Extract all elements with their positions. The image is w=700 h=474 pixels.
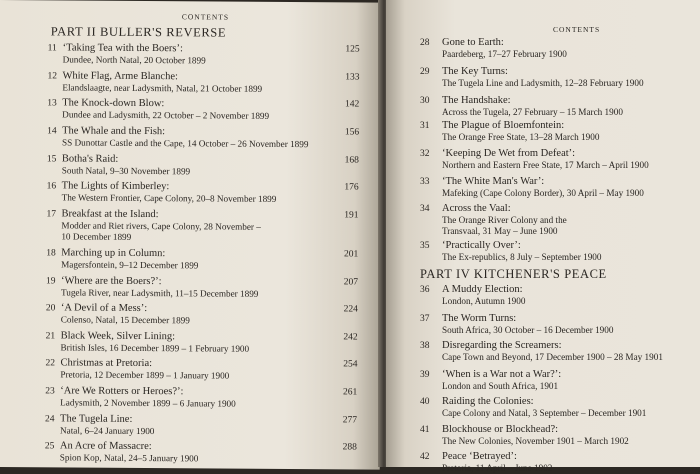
contents-entry (47, 180, 359, 205)
chapter-title: White Flag, Arme Blanche: (62, 70, 359, 84)
chapter-subtitle: South Africa, 30 October – 16 December 1900 (442, 325, 700, 337)
chapter-title: ‘Taking Tea with the Boers’: (63, 42, 360, 56)
chapter-subtitle: Pretoria, 11 April – June 1902 (442, 463, 700, 474)
contents-entry (420, 369, 700, 392)
chapter-subtitle: British Isles, 16 December 1899 – 1 February 1900 (61, 342, 358, 356)
chapter-subtitle: Cape Colony and Natal, 3 September – December 1901 (442, 408, 700, 420)
chapter-subtitle: Across the Tugela, 27 February – 15 March 1900 (442, 107, 700, 119)
chapter-number: 34 (420, 204, 430, 216)
chapter-subtitle: South Natal, 9–30 November 1899 (62, 165, 359, 179)
contents-entry (46, 275, 358, 300)
contents-entry (420, 37, 700, 60)
chapter-number: 11 (48, 43, 57, 55)
chapter-title: ‘Practically Over’: (442, 240, 700, 252)
page-number: 176 (344, 182, 358, 194)
chapter-subtitle: The New Colonies, November 1901 – March 1902 (442, 436, 700, 448)
chapter-number: 13 (47, 98, 57, 110)
page-number: 224 (344, 304, 358, 316)
chapter-subtitle: Pretoria, 12 December 1899 – 1 January 1900 (60, 369, 357, 383)
chapter-number: 15 (47, 154, 57, 166)
chapter-subtitle: Dundee, North Natal, 20 October 1899 (63, 54, 360, 68)
chapter-title: The Tugela Line: (60, 413, 357, 427)
contents-entry (420, 176, 700, 199)
chapter-title: The Whale and the Fish: (62, 125, 359, 139)
contents-entry (47, 125, 359, 150)
left-running-head: CONTENTS (182, 12, 229, 21)
contents-entry (420, 95, 700, 118)
contents-entry (45, 385, 357, 410)
contents-entry (420, 424, 700, 447)
chapter-number: 24 (45, 414, 55, 426)
left-contents-list (0, 0, 383, 3)
contents-entry (420, 148, 700, 171)
chapter-subtitle: Paardeberg, 17–27 February 1900 (442, 49, 700, 61)
chapter-title: Botha's Raid: (62, 153, 359, 167)
chapter-number: 19 (46, 276, 56, 288)
chapter-number: 30 (420, 96, 430, 108)
chapter-number: 37 (420, 314, 430, 326)
page-number: 207 (344, 277, 358, 289)
chapter-number: 41 (420, 425, 430, 437)
contents-entry (47, 70, 359, 95)
chapter-title: ‘Keeping De Wet from Defeat’: (442, 148, 700, 160)
chapter-number: 31 (420, 121, 430, 133)
contents-entry (420, 66, 700, 89)
contents-entry (46, 302, 358, 327)
page-number: 288 (343, 442, 357, 454)
page-number: 254 (343, 359, 357, 371)
chapter-number: 40 (420, 397, 430, 409)
contents-entry (420, 284, 700, 307)
page-number: 156 (345, 127, 359, 139)
chapter-title: A Muddy Election: (442, 284, 700, 296)
chapter-number: 18 (46, 248, 56, 260)
chapter-title: The Worm Turns: (442, 313, 700, 325)
contents-entry (420, 451, 700, 474)
chapter-title: Raiding the Colonies: (442, 396, 700, 408)
contents-entry (47, 153, 359, 178)
chapter-number: 36 (420, 285, 430, 297)
chapter-subtitle: SS Dunottar Castle and the Cape, 14 October – 26 November 1899 (62, 137, 359, 151)
chapter-subtitle-cont: 10 December 1899 (61, 231, 358, 245)
chapter-subtitle: Mafeking (Cape Colony Border), 30 April – May 1900 (442, 188, 700, 200)
contents-entry (420, 340, 700, 363)
chapter-subtitle-cont: Transvaal, 31 May – June 1900 (442, 226, 700, 238)
chapter-title: The Key Turns: (442, 66, 700, 78)
page-number: 277 (343, 415, 357, 427)
chapter-subtitle: Spion Kop, Natal, 24–5 January 1900 (60, 452, 357, 466)
chapter-subtitle: Magersfontein, 9–12 December 1899 (61, 259, 358, 273)
contents-entry (45, 440, 357, 465)
chapter-subtitle: The Ex-republics, 8 July – September 1900 (442, 252, 700, 264)
chapter-number: 25 (45, 441, 55, 453)
chapter-title: ‘Where are the Boers?’: (61, 275, 358, 289)
chapter-title: Peace ‘Betrayed’: (442, 451, 700, 463)
chapter-number: 21 (46, 331, 56, 343)
contents-entry (46, 330, 358, 355)
page-number: 191 (344, 210, 358, 222)
chapter-number: 12 (47, 71, 57, 83)
chapter-title: ‘A Devil of a Mess’: (61, 302, 358, 316)
chapter-subtitle: Natal, 6–24 January 1900 (60, 425, 357, 439)
chapter-title: The Handshake: (442, 95, 700, 107)
chapter-subtitle: London and South Africa, 1901 (442, 381, 700, 393)
chapter-title: Disregarding the Screamers: (442, 340, 700, 352)
chapter-subtitle: Northern and Eastern Free State, 17 March – April 1900 (442, 160, 700, 172)
chapter-subtitle: Modder and Riet rivers, Cape Colony, 28 November – (61, 220, 358, 234)
chapter-number: 16 (47, 181, 57, 193)
chapter-title: The Knock-down Blow: (62, 97, 359, 111)
chapter-title: ‘When is a War not a War?’: (442, 369, 700, 381)
contents-entry (420, 396, 700, 419)
chapter-title: The Lights of Kimberley: (62, 180, 359, 194)
chapter-title: Marching up in Column: (61, 247, 358, 261)
chapter-title: ‘Are We Rotters or Heroes?’: (60, 385, 357, 399)
chapter-title: The Plague of Bloemfontein: (442, 120, 700, 132)
chapter-subtitle: The Western Frontier, Cape Colony, 20–8 November 1899 (62, 192, 359, 206)
contents-entry (420, 120, 700, 143)
chapter-number: 42 (420, 452, 430, 464)
chapter-title: Christmas at Pretoria: (60, 357, 357, 371)
page-number: 201 (344, 249, 358, 261)
chapter-number: 32 (420, 149, 430, 161)
contents-entry (45, 413, 357, 438)
chapter-subtitle: London, Autumn 1900 (442, 296, 700, 308)
contents-entry (46, 247, 358, 272)
contents-entry (420, 203, 700, 238)
page-number: 133 (345, 72, 359, 84)
page-number: 125 (345, 44, 359, 56)
chapter-subtitle: Dundee and Ladysmith, 22 October – 2 November 1899 (62, 109, 359, 123)
part-ii-heading: PART II BULLER'S REVERSE (51, 24, 226, 40)
right-page (386, 0, 700, 467)
contents-entry (45, 357, 357, 382)
chapter-number: 23 (45, 386, 55, 398)
chapter-title: ‘The White Man's War’: (442, 176, 700, 188)
chapter-number: 29 (420, 67, 430, 79)
chapter-subtitle: The Tugela Line and Ladysmith, 12–28 February 1900 (442, 78, 700, 90)
chapter-number: 38 (420, 341, 430, 353)
chapter-number: 35 (420, 241, 430, 253)
chapter-title: Across the Vaal: (442, 203, 700, 215)
chapter-title: Blockhouse or Blockhead?: (442, 424, 700, 436)
contents-entry (46, 208, 358, 245)
right-running-head: CONTENTS (553, 25, 600, 34)
part-iv-heading: PART IV KITCHENER'S PEACE (420, 267, 607, 282)
chapter-subtitle: The Orange Free State, 13–28 March 1900 (442, 132, 700, 144)
chapter-subtitle: Tugela River, near Ladysmith, 11–15 December 1899 (61, 287, 358, 301)
page-number: 242 (343, 332, 357, 344)
page-number: 142 (345, 99, 359, 111)
page-number: 168 (345, 155, 359, 167)
chapter-title: Black Week, Silver Lining: (61, 330, 358, 344)
chapter-subtitle: Colenso, Natal, 15 December 1899 (61, 314, 358, 328)
chapter-number: 17 (46, 209, 56, 221)
chapter-subtitle: Ladysmith, 2 November 1899 – 6 January 1900 (60, 397, 357, 411)
chapter-title: Gone to Earth: (442, 37, 700, 49)
chapter-title: Breakfast at the Island: (61, 208, 358, 222)
chapter-subtitle: Cape Town and Beyond, 17 December 1900 – 28 May 1901 (442, 352, 700, 364)
chapter-number: 39 (420, 370, 430, 382)
chapter-subtitle: The Orange River Colony and the (442, 215, 700, 227)
chapter-number: 28 (420, 38, 430, 50)
chapter-number: 20 (46, 303, 56, 315)
chapter-number: 33 (420, 177, 430, 189)
page-number: 261 (343, 387, 357, 399)
contents-entry (420, 313, 700, 336)
contents-entry (48, 42, 360, 67)
contents-entry (420, 240, 700, 263)
chapter-subtitle: Elandslaagte, near Ladysmith, Natal, 21 October 1899 (62, 82, 359, 96)
contents-entry (47, 97, 359, 122)
chapter-title: An Acre of Massacre: (60, 440, 357, 454)
chapter-number: 22 (45, 358, 55, 370)
chapter-number: 14 (47, 126, 57, 138)
